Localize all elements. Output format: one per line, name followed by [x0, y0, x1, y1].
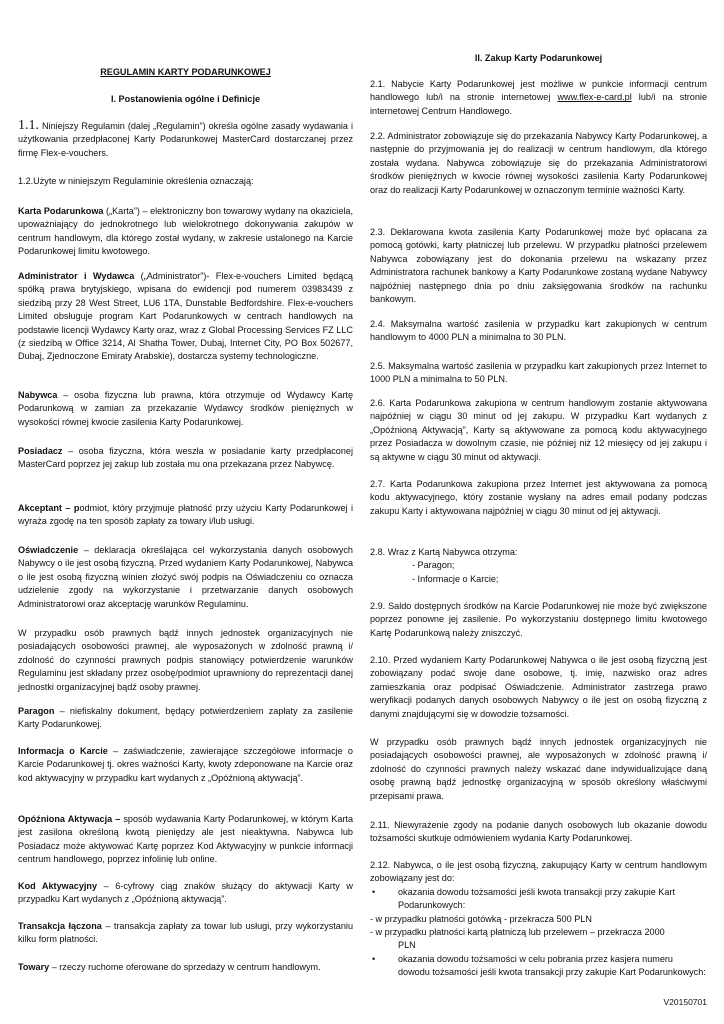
paragraph-2-6: 2.6. Karta Podarunkowa zakupiona w centrum handlowym zostanie aktywowana najpóźniej w ciągu 30 minut od jej zakupu. W przypadku Kart wydanych z „Opóźnioną Aktywacją”, Karty są aktywowane za pomocą kodu aktywacyjnego przez Posiadacza w dowolnym czasie, nie później niż 12 miesięcy od jej zakupu i są aktywne w ciągu 30 minut od aktywacji.	[370, 398, 707, 462]
section-1-heading: I. Postanowienia ogólne i Definicje	[110, 94, 261, 104]
paragraph-2-9: 2.9. Saldo dostępnych środków na Karcie Podarunkowej nie może być zwiększone poprzez ponowne jej zasilenie. Po wykorzystaniu dostępnego limitu kwotowego Kartę Podarunkową należy zniszczyć.	[370, 601, 707, 638]
list-item: • okazania dowodu tożsamości jeśli kwota transakcji przy zakupie Kart Podarunkowych:	[372, 886, 675, 911]
definition-karta: Karta Podarunkowa („Karta”) – elektroniczny bon towarowy wydany na okaziciela, upoważniający do jednokrotnego lub wielokrotnego dokonywania zakupów w centrum handlowym, dla którego został wydany, w zakresie ustalonego na Karcie Podarunkowej limitu kwotowego.	[18, 206, 353, 257]
section-2-heading: II. Zakup Karty Podarunkowej	[474, 53, 603, 63]
definition-oswiadczenie: Oświadczenie – deklaracja określająca cel wykorzystania danych osobowych Nabywcy o ile jest osobą fizyczną. Przed wydaniem Karty Podarunkowej, Nabywca o ile jest osobą fizyczną winien złożyć swój podpis na Oświadczeniu co oznacza udzielenie zgody na wykorzystanie i przetwarzanie danych osobowych Administratorowi oraz akceptację warunków Regulaminu.	[18, 545, 353, 609]
list-item: • okazania dowodu tożsamości w celu pobrania przez kasjera numeru dowodu tożsamości jeśli kwota transakcji przy zakupie Kart Podarunkowych:	[372, 953, 706, 978]
paragraph-1-1: 1.1. Niniejszy Regulamin (dalej „Regulamin”) określa ogólne zasady wydawania i użytkowania przedpłaconej Karty Podarunkowej MasterCard dostarczanej przez firmę Flex-e-vouchers.	[18, 118, 354, 158]
definition-paragon: Paragon – niefiskalny dokument, będący potwierdzeniem zapłaty za zasilenie Karty Podarunkowej.	[18, 706, 353, 730]
paragraph-2-3: 2.3. Deklarowana kwota zasilenia Karty Podarunkowej może być opłacana za pomocą gotówki, karty płatniczej lub przelewu. W przypadku płatności przelewem Nabywca zobowiązany jest do dokonania przelewu na wskazany przez Administratora rachunek bankowy a Karty Podarunkowe zostaną wydane Nabywcy najpóźniej następnego dnia po dniu zaksięgowania środków na rachunku bankowym.	[370, 227, 707, 305]
received-item-paragon: - Paragon;	[412, 560, 455, 571]
definition-oswiadczenie-legal: W przypadku osób prawnych bądź innych jednostek organizacyjnych nie posiadających osobowości prawnej, ale wyposażonych w zdolność prawną i/ zdolność do czynności prawnych podpis stanowiący potwierdzenie warunków Regulaminu jest składany przez osobę/podmiot uprawniony do reprezentacji danej jednostki organizacyjnej bądź osoby prawnej.	[18, 628, 353, 692]
paragraph-1-1-number: 1.1.	[18, 118, 39, 133]
paragraph-2-12: 2.12. Nabywca, o ile jest osobą fizyczną, zakupujący Karty w centrum handlowym zobowiązany jest do: • okazania dowodu tożsamości jeśli kwota transakcji przy zakupie Kart Podarunkowych: - w przypadku płatności gotówką - przekracza 500 PLN - w przypadku płatności kartą płatniczą lub przelewem – przekracza 2000 PLN • okazania dowodu tożsamości w celu pobrania przez kasjera numeru dowodu tożsamości jeśli kwota transakcji przy zakupie Kart Podarunkowych:	[370, 859, 707, 980]
requirements-list	[370, 886, 707, 980]
definition-informacja: Informacja o Karcie – zaświadczenie, zawierające szczegółowe informacje o Karcie Podarunkowej tj. okres ważności Karty, kwoty zdeponowane na Karcie oraz kod aktywacyjny w przypadku kart wydanych z „Opóźnioną aktywacją”.	[18, 746, 353, 783]
paragraph-2-11: 2.11. Niewyrażenie zgody na podanie danych osobowych lub okazanie dowodu tożsamości skutkuje odmówieniem wydania Karty Podarunkowej.	[370, 820, 707, 844]
paragraph-2-4: 2.4. Maksymalna wartość zasilenia w przypadku kart zakupionych w centrum handlowym to 4000 PLN a minimalna to 30 PLN.	[370, 319, 707, 343]
definition-posiadacz: Posiadacz – osoba fizyczna, która weszła w posiadanie karty przedpłaconej MasterCard poprzez jej zakup lub została mu ona przekazana przez Nabywcę.	[18, 446, 353, 470]
list-item: - w przypadku płatności gotówką - przekracza 500 PLN	[370, 913, 592, 924]
received-item-informacje: - Informacje o Karcie;	[412, 573, 499, 584]
paragraph-1-2: 1.2.Użyte w niniejszym Regulaminie określenia oznaczają:	[18, 176, 254, 186]
paragraph-2-10-legal: W przypadku osób prawnych bądź innych jednostek organizacyjnych nie posiadających osobowości prawnej, ale wyposażonych w zdolność prawną i/ zdolność do czynności prawnych należy wskazać dane indywidualizujące daną osobę prawną bądź jednostkę organizacyjną w sposób określony właściwymi przepisami prawa.	[370, 737, 707, 801]
paragraph-2-5: 2.5. Maksymalna wartość zasilenia w przypadku kart zakupionych przez Internet to 1000 PLN a minimalna to 50 PLN.	[370, 361, 707, 385]
definition-transakcja: Transakcja łączona – transakcja zapłaty za towar lub usługi, przy wykorzystaniu kilku form płatności.	[18, 921, 354, 945]
bullet-icon: •	[372, 953, 376, 964]
definition-kod-aktywacyjny: Kod Aktywacyjny – 6-cyfrowy ciąg znaków służący do aktywacji Karty w przypadku Kart wydanych z „Opóźnioną aktywacją”.	[18, 881, 353, 905]
paragraph-2-8: 2.8. Wraz z Kartą Nabywca otrzyma: - Paragon; - Informacje o Karcie;	[370, 546, 707, 586]
list-item: - w przypadku płatności kartą płatniczą lub przelewem – przekracza 2000 PLN	[370, 927, 665, 951]
bullet-icon: •	[372, 886, 376, 897]
paragraph-2-1: 2.1. Nabycie Karty Podarunkowej jest możliwe w punkcie informacji centrum handlowego lub/i na stronie internetowej www.flex-e-card.pl lub/i na stronie internetowej Centrum Handlowego.	[370, 79, 708, 116]
paragraph-2-7: 2.7. Karta Podarunkowa zakupiona przez Internet jest aktywowana za pomocą kodu aktywacyjnego, który zostanie wysłany na adres email podany podczas zakupu Karty i aktywowana najpóźniej w ciągu 30 minut od jej aktywacji.	[370, 479, 707, 516]
paragraph-2-10: 2.10. Przed wydaniem Karty Podarunkowej Nabywca o ile jest osobą fizyczną jest zobowiązany podać swoje dane osobowe, tj. imię, nazwisko oraz adres zamieszkania oraz podpisać Oświadczenie. Administrator zastrzega prawo weryfikacji podanych danych osobowych Nabywcy o ile jest on osobą fizyczną z danymi znajdującymi się w dowodzie tożsamości.	[370, 655, 707, 719]
flex-e-card-link[interactable]: www.flex-e-card.pl	[557, 92, 632, 103]
document-title: REGULAMIN KARTY PODARUNKOWEJ	[100, 67, 271, 77]
version-label: V20150701	[663, 997, 707, 1007]
definition-opozniona-aktywacja: Opóźniona Aktywacja – sposób wydawania Karty Podarunkowej, w którym Karta jest zasilona określoną kwotą pieniędzy ale jest nieaktywna. Nabywca lub Posiadacz może aktywować Kartę poprzez Kod Aktywacyjny w punkcie informacji centrum handlowego, poprzez infolinię lub online.	[18, 814, 354, 865]
definition-akceptant: Akceptant – podmiot, który przyjmuje płatność przy użyciu Karty Podarunkowej i wyraża zgodę na ten sposób zapłaty za towary i/lub usługi.	[18, 503, 353, 527]
definition-nabywca: Nabywca – osoba fizyczna lub prawna, która otrzymuje od Wydawcy Kartę Podarunkową w zamian za przekazanie Wydawcy środków pieniężnych w wysokości równej kwocie zasilenia Karty Podarunkowej.	[18, 390, 353, 427]
paragraph-2-2: 2.2. Administrator zobowiązuje się do przekazania Nabywcy Karty Podarunkowej, a następnie do przyjmowania jej do realizacji w centrum handlowym, dla którego została wydana. Nabywca zobowiązuje się do przekazania Administratorowi środków pieniężnych w kwocie równej wysokości zasilenia Karty Podarunkowej oraz do realizacji Karty Podarunkowej w oznaczonym terminie ważności Karty.	[370, 131, 707, 195]
definition-towary: Towary – rzeczy ruchome oferowane do sprzedaży w centrum handlowym.	[18, 962, 321, 972]
definition-administrator: Administrator i Wydawca („Administrator”)- Flex-e-vouchers Limited będącą spółką prawa brytyjskiego, wpisana do ewidencji pod numerem 03983439 z siedzibą przy 28 West Street, LU6 1TA, Dunstable Bedfordshire. Flex-e-vouchers Limited obsługuje program Kart Podarunkowych w centrach handlowych na podstawie licencji Wydawcy Karty oraz, wraz z Global Processing Services FZ LLC (z siedzibą w Office 3214, Al Shatha Tower, Dubaj, Internet City, PO Box 502677, Dubaj, Zjednoczone Emiraty Arabskie), dostarcza systemy technologiczne.	[18, 271, 353, 362]
